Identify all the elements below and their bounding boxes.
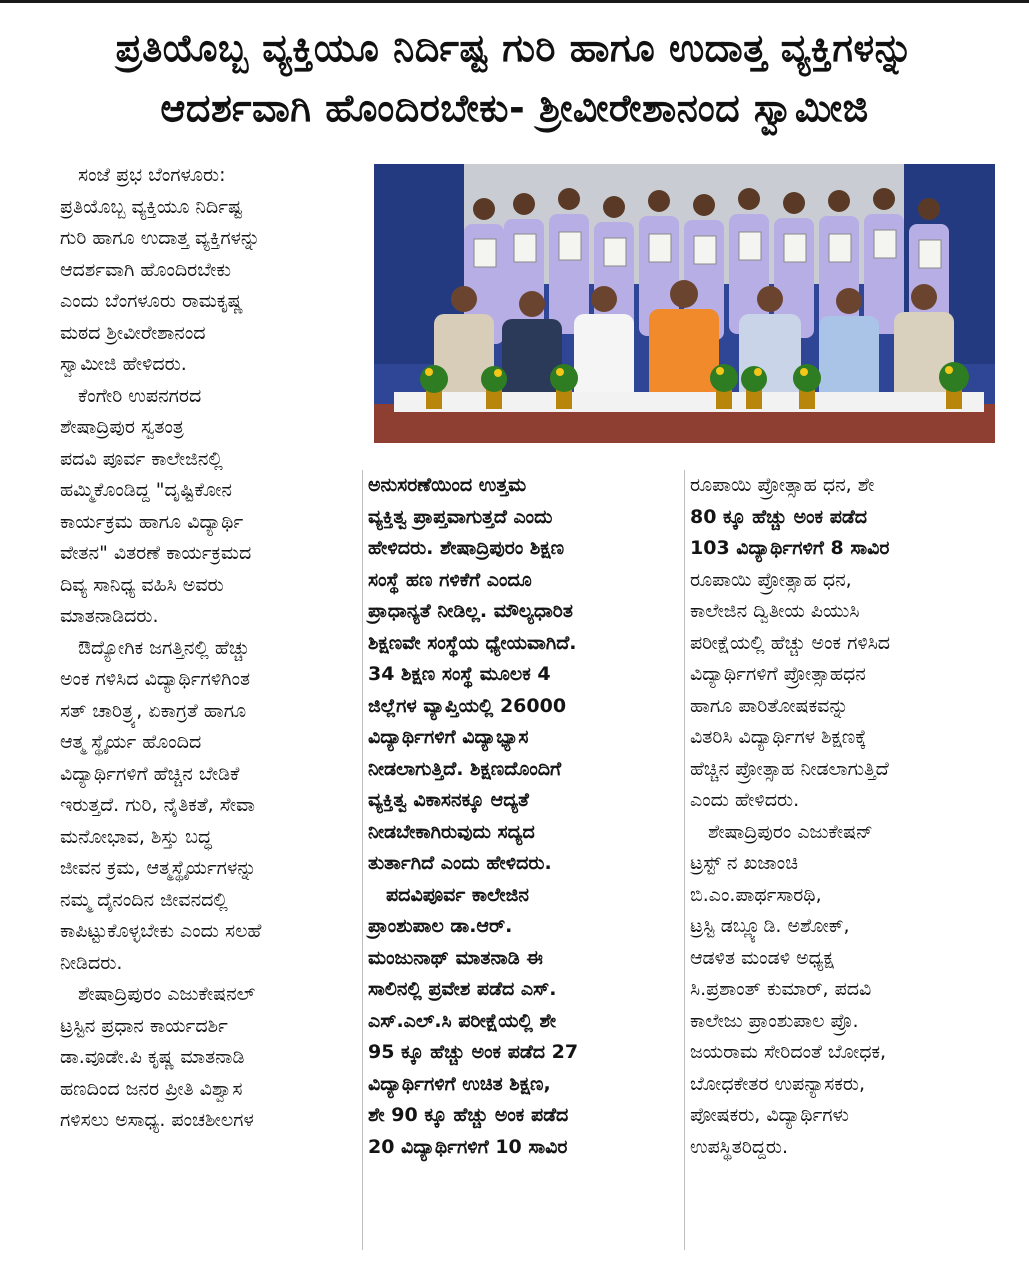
text-line: ಶೇಷಾದ್ರಿಪುರಂ ಎಜುಕೇಷನಲ್ xyxy=(78,983,256,1005)
text-line: ನೀಡಬೇಕಾಗಿರುವುದು ಸದ್ಯದ xyxy=(368,820,535,843)
text-line: ಅನುಸರಣೆಯಿಂದ ಉತ್ತಮ xyxy=(368,474,527,496)
text-line: 103 ವಿದ್ಯಾರ್ಥಿಗಳಿಗೆ 8 ಸಾವಿರ xyxy=(690,537,890,559)
text-line: ಸಂಸ್ಥೆ ಹಣ ಗಳಿಕೆಗೆ ಎಂದೂ xyxy=(368,568,532,591)
photo-guests-seated xyxy=(434,309,954,404)
text-line: ನೀಡಿದರು. xyxy=(60,951,123,974)
event-photo xyxy=(374,164,995,443)
text-line: 95 ಕ್ಕೂ ಹೆಚ್ಚು ಅಂಕ ಪಡೆದ 27 xyxy=(368,1041,579,1063)
text-line: ಮಠದ ಶ್ರೀವೀರೇಶಾನಂದ xyxy=(60,321,206,344)
article-column-3 xyxy=(690,470,1010,1163)
column-divider xyxy=(684,470,685,1250)
headline-line-1: ಪ್ರತಿಯೊಬ್ಬ ವ್ಯಕ್ತಿಯೂ ನಿರ್ದಿಷ್ಟ ಗುರಿ ಹಾಗೂ ಉದಾತ್ತ ವ್ಯಕ್ತಿಗಳನ್ನು xyxy=(115,26,914,70)
text-line: ನೀಡಲಾಗುತ್ತಿದೆ. ಶಿಕ್ಷಣದೊಂದಿಗೆ xyxy=(368,757,562,780)
text-line: ಬೋಧಕೇತರ ಉಪನ್ಯಾಸಕರು, xyxy=(690,1072,865,1095)
text-line: ಡಾ.ವೂಡೇ.ಪಿ ಕೃಷ್ಣ ಮಾತನಾಡಿ xyxy=(60,1046,245,1068)
text-line: ಜಯರಾಮ ಸೇರಿದಂತೆ ಬೋಧಕ, xyxy=(690,1041,887,1063)
text-line: ಪ್ರಾಧಾನ್ಯತೆ ನೀಡಿಲ್ಲ. ಮೌಲ್ಯಧಾರಿತ xyxy=(368,600,573,622)
text-line: ಸಂಜೆ ಪ್ರಭ ಬೆಂಗಳೂರು: xyxy=(78,164,226,186)
text-line: ವಿತರಿಸಿ ವಿದ್ಯಾರ್ಥಿಗಳ ಶಿಕ್ಷಣಕ್ಕೆ xyxy=(690,726,867,748)
text-line: ವಿದ್ಯಾರ್ಥಿಗಳಿಗೆ ಹೆಚ್ಚಿನ ಬೇಡಿಕೆ xyxy=(60,762,240,785)
text-line: ಗುರಿ ಹಾಗೂ ಉದಾತ್ತ ವ್ಯಕ್ತಿಗಳನ್ನು xyxy=(60,227,261,249)
text-line: ಎಸ್.ಎಲ್.ಸಿ ಪರೀಕ್ಷೆಯಲ್ಲಿ ಶೇ xyxy=(368,1009,557,1032)
text-line: ಸ್ವಾಮೀಜಿ ಹೇಳಿದರು. xyxy=(60,353,187,375)
text-line: ಹೇಳಿದರು. ಶೇಷಾದ್ರಿಪುರಂ ಶಿಕ್ಷಣ xyxy=(368,537,565,559)
text-line: ನಮ್ಮ ದೈನಂದಿನ ಜೀವನದಲ್ಲಿ xyxy=(60,888,228,911)
text-line: ಶೇ 90 ಕ್ಕೂ ಹೆಚ್ಚು ಅಂಕ ಪಡೆದ xyxy=(368,1104,569,1126)
text-line: ಶೇಷಾದ್ರಿಪುರಂ ಎಜುಕೇಷನ್ xyxy=(708,820,873,843)
text-line: ಪ್ರಾಂಶುಪಾಲ ಡಾ.ಆರ್. xyxy=(368,915,513,937)
text-line: ಮಾತನಾಡಿದರು. xyxy=(60,605,159,627)
text-line: ವಿದ್ಯಾರ್ಥಿಗಳಿಗೆ ಉಚಿತ ಶಿಕ್ಷಣ, xyxy=(368,1072,551,1095)
text-line: ಜೀವನ ಕ್ರಮ, ಆತ್ಮಸ್ಥೈರ್ಯಗಳನ್ನು xyxy=(60,857,257,879)
text-line: ಆತ್ಮ ಸ್ಥೈರ್ಯ ಹೊಂದಿದ xyxy=(60,731,202,753)
event-photo-illustration xyxy=(374,164,995,443)
top-rule xyxy=(0,0,1029,3)
text-line: ಉಪಸ್ಥಿತರಿದ್ದರು. xyxy=(690,1135,789,1158)
text-line: ಸಿ.ಪ್ರಶಾಂತ್ ಕುಮಾರ್, ಪದವಿ xyxy=(690,978,872,1000)
text-line: ಮನೋಭಾವ, ಶಿಸ್ತು ಬದ್ಧ xyxy=(60,825,212,848)
headline-line-2: ಆದರ್ಶವಾಗಿ ಹೊಂದಿರಬೇಕು- ಶ್ರೀವೀರೇಶಾನಂದ ಸ್ವಾಮೀಜಿ xyxy=(160,86,869,130)
text-line: ಔದ್ಯೋಗಿಕ ಜಗತ್ತಿನಲ್ಲಿ ಹೆಚ್ಚು xyxy=(78,636,250,659)
text-line: ಹಮ್ಮಿಕೊಂಡಿದ್ದ "ದೃಷ್ಟಿಕೋನ xyxy=(60,479,232,501)
text-line: ಟ್ರಸ್ಟಿ ಡಬ್ಲ್ಯೂಡಿ. ಅಶೋಕ್, xyxy=(690,915,850,937)
text-line: ವ್ಯಕ್ತಿತ್ವ ಪ್ರಾಪ್ತವಾಗುತ್ತದೆ ಎಂದು xyxy=(368,505,553,528)
text-line: ಸಾಲಿನಲ್ಲಿ ಪ್ರವೇಶ ಪಡೆದ ಎಸ್. xyxy=(368,978,557,1000)
text-line: 34 ಶಿಕ್ಷಣ ಸಂಸ್ಥೆ ಮೂಲಕ 4 xyxy=(368,663,551,685)
text-line: ಕಾಲೇಜು ಪ್ರಾಂಶುಪಾಲ ಪ್ರೊ. xyxy=(690,1009,859,1032)
text-line: ಆಡಳಿತ ಮಂಡಳಿ ಅಧ್ಯಕ್ಷ xyxy=(690,946,834,969)
text-line: ರೂಪಾಯಿ ಪ್ರೋತ್ಸಾಹ ಧನ, ಶೇ xyxy=(690,474,875,496)
text-line: ಎಂದು ಹೇಳಿದರು. xyxy=(690,789,800,811)
column-divider xyxy=(362,470,363,1250)
text-line: ಎಂದು ಬೆಂಗಳೂರು ರಾಮಕೃಷ್ಣ xyxy=(60,290,244,312)
text-line: ಗಳಿಸಲು ಅಸಾಧ್ಯ. ಪಂಚಶೀಲಗಳ xyxy=(60,1109,254,1131)
text-line: ಹಾಗೂ ಪಾರಿತೋಷಕವನ್ನು xyxy=(690,694,849,717)
text-line: ಕಾಪಿಟ್ಟುಕೊಳ್ಳಬೇಕು ಎಂದು ಸಲಹೆ xyxy=(60,920,262,942)
text-line: ಆದರ್ಶವಾಗಿ ಹೊಂದಿರಬೇಕು xyxy=(60,258,231,281)
text-line: ಶಿಕ್ಷಣವೇ ಸಂಸ್ಥೆಯ ಧ್ಯೇಯವಾಗಿದೆ. xyxy=(368,631,577,654)
text-line: ಬಿ.ಎಂ.ಪಾರ್ಥಸಾರಥಿ, xyxy=(690,883,822,906)
text-line: ದಿವ್ಯ ಸಾನಿಧ್ಯ ವಹಿಸಿ ಅವರು xyxy=(60,573,224,596)
text-line: ಪರೀಕ್ಷೆಯಲ್ಲಿ ಹೆಚ್ಚು ಅಂಕ ಗಳಿಸಿದ xyxy=(690,631,891,654)
text-line: ಶೇಷಾದ್ರಿಪುರ ಸ್ವತಂತ್ರ xyxy=(60,416,184,438)
text-line: 80 ಕ್ಕೂ ಹೆಚ್ಚು ಅಂಕ ಪಡೆದ xyxy=(690,505,868,528)
text-line: ಕಾಲೇಜಿನ ದ್ವಿತೀಯ ಪಿಯುಸಿ xyxy=(690,600,860,622)
text-line: ಕೆಂಗೇರಿ ಉಪನಗರದ xyxy=(78,384,202,407)
text-line: ವಿದ್ಯಾರ್ಥಿಗಳಿಗೆ ಪ್ರೋತ್ಸಾಹಧನ xyxy=(690,663,866,685)
photo-table-cloth xyxy=(394,392,984,412)
text-line: ಪ್ರತಿಯೊಬ್ಬ ವ್ಯಕ್ತಿಯೂ ನಿರ್ದಿಷ್ಟ xyxy=(60,195,243,218)
text-line: ತುರ್ತಾಗಿದೆ ಎಂದು ಹೇಳಿದರು. xyxy=(368,852,552,874)
text-line: ಪೋಷಕರು, ವಿದ್ಯಾರ್ಥಿಗಳು xyxy=(690,1104,849,1126)
text-line: ಅಂಕ ಗಳಿಸಿದ ವಿದ್ಯಾರ್ಥಿಗಳಿಗಿಂತ xyxy=(60,668,251,690)
text-line: ವೇತನ" ವಿತರಣೆ ಕಾರ್ಯಕ್ರಮದ xyxy=(60,542,252,564)
text-line: ಹೆಚ್ಚಿನ ಪ್ರೋತ್ಸಾಹ ನೀಡಲಾಗುತ್ತಿದೆ xyxy=(690,757,889,780)
text-line: ಟ್ರಸ್ಟಿನ ಪ್ರಧಾನ ಕಾರ್ಯದರ್ಶಿ xyxy=(60,1014,228,1037)
text-line: ರೂಪಾಯಿ ಪ್ರೋತ್ಸಾಹ ಧನ, xyxy=(690,568,852,591)
text-line: ಸತ್ ಚಾರಿತ್ರ್ಯ, ಏಕಾಗ್ರತೆ ಹಾಗೂ xyxy=(60,699,247,722)
headline xyxy=(20,18,1009,138)
text-line: ವ್ಯಕ್ತಿತ್ವ ವಿಕಾಸನಕ್ಕೂ ಆದ್ಯತೆ xyxy=(368,789,529,811)
text-line: ಜಿಲ್ಲೆಗಳ ವ್ಯಾಪ್ತಿಯಲ್ಲಿ 26000 xyxy=(368,694,567,717)
text-line: ಪದವಿಪೂರ್ವ ಕಾಲೇಜಿನ xyxy=(386,883,529,906)
text-line: ಪದವಿ ಪೂರ್ವ ಕಾಲೇಜಿನಲ್ಲಿ xyxy=(60,447,223,470)
text-line: 20 ವಿದ್ಯಾರ್ಥಿಗಳಿಗೆ 10 ಸಾವಿರ xyxy=(368,1135,568,1158)
article-column-1 xyxy=(60,160,356,1137)
text-line: ಕಾರ್ಯಕ್ರಮ ಹಾಗೂ ವಿದ್ಯಾರ್ಥಿ xyxy=(60,510,244,533)
text-line: ಮಂಜುನಾಥ್ ಮಾತನಾಡಿ ಈ xyxy=(368,946,543,969)
text-line: ಹಣದಿಂದ ಜನರ ಪ್ರೀತಿ ವಿಶ್ವಾಸ xyxy=(60,1077,243,1100)
text-line: ವಿದ್ಯಾರ್ಥಿಗಳಿಗೆ ವಿದ್ಯಾಭ್ಯಾಸ xyxy=(368,726,529,748)
article-column-2 xyxy=(368,470,676,1163)
text-line: ಇರುತ್ತದೆ. ಗುರಿ, ನೈತಿಕತೆ, ಸೇವಾ xyxy=(60,794,255,816)
text-line: ಟ್ರಸ್ಟ್ ನ ಖಜಾಂಚಿ xyxy=(690,852,798,874)
